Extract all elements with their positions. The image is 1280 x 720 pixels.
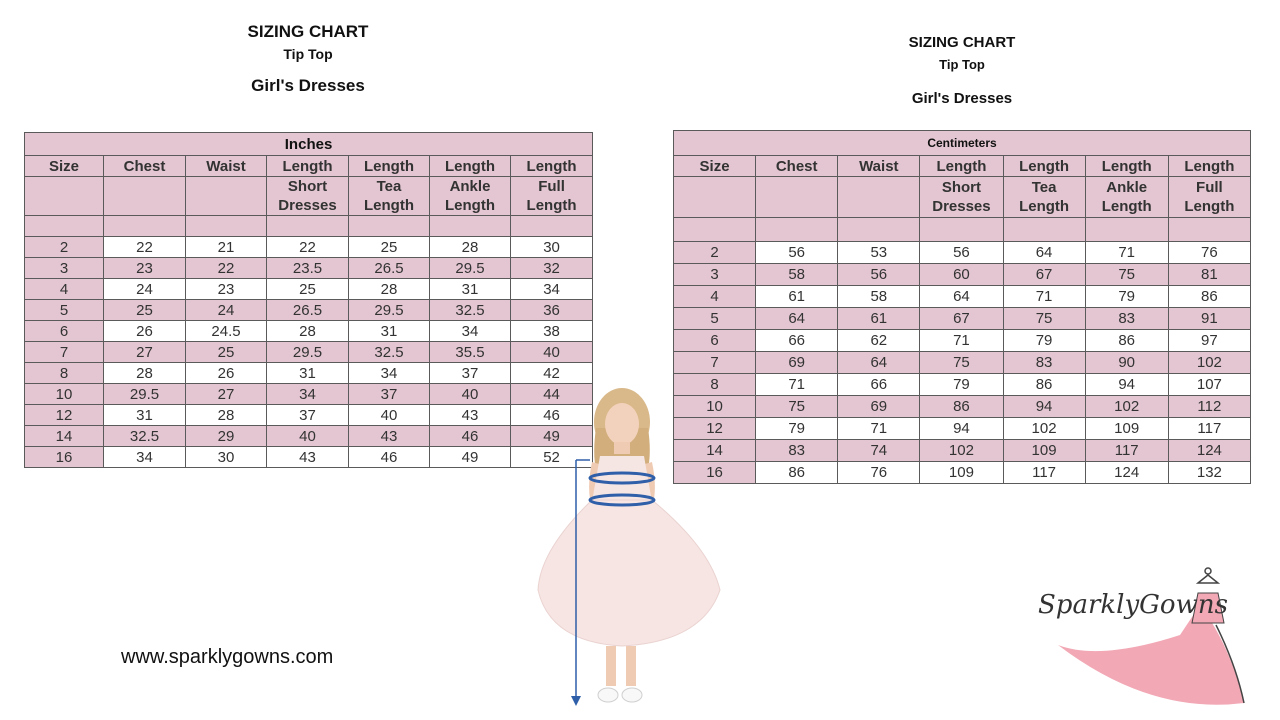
measurement-cell: 97	[1168, 330, 1250, 352]
size-cell: 10	[674, 396, 756, 418]
measurement-cell: 32.5	[104, 426, 186, 447]
spacer-cell	[1085, 218, 1168, 242]
column-header: Length	[430, 156, 511, 177]
measurement-cell: 71	[756, 374, 838, 396]
table-row	[674, 308, 1251, 330]
measurement-cell: 107	[1168, 374, 1250, 396]
left-chart-brand: Tip Top	[283, 46, 333, 62]
table-row	[25, 321, 593, 342]
size-cell: 8	[25, 363, 104, 384]
length-measure-arrow	[571, 696, 581, 706]
table-row	[674, 330, 1251, 352]
column-header: Waist	[186, 156, 267, 177]
column-subheader	[674, 177, 756, 218]
column-subheader	[1003, 177, 1085, 218]
subheader-line: Dresses	[932, 198, 991, 215]
measurement-cell: 86	[756, 462, 838, 484]
measurement-cell: 32.5	[349, 342, 430, 363]
table-row	[674, 242, 1251, 264]
unit-header-row	[674, 131, 1251, 156]
size-cell: 3	[25, 258, 104, 279]
spacer-cell	[1168, 218, 1250, 242]
measurement-cell: 58	[756, 264, 838, 286]
measurement-cell: 76	[1168, 242, 1250, 264]
measurement-cell: 38	[511, 321, 593, 342]
measurement-cell: 75	[1085, 264, 1168, 286]
measurement-cell: 64	[1003, 242, 1085, 264]
measurement-cell: 90	[1085, 352, 1168, 374]
measurement-cell: 67	[1003, 264, 1085, 286]
table-row	[25, 342, 593, 363]
size-cell: 16	[674, 462, 756, 484]
column-header: Length	[349, 156, 430, 177]
subheader-line: Dresses	[278, 197, 337, 214]
column-header: Length	[920, 156, 1003, 177]
measurement-cell: 69	[838, 396, 920, 418]
measurement-cell: 36	[511, 300, 593, 321]
size-cell: 4	[674, 286, 756, 308]
size-cell: 12	[674, 418, 756, 440]
column-header-row	[674, 156, 1251, 177]
subheader-line: Tea	[376, 178, 402, 195]
measurement-cell: 29.5	[104, 384, 186, 405]
website-url: www.sparklygowns.com	[121, 646, 334, 668]
table-row	[25, 363, 593, 384]
model-face	[605, 403, 639, 445]
column-subheader	[511, 177, 593, 216]
measurement-cell: 71	[1085, 242, 1168, 264]
table-row	[674, 440, 1251, 462]
column-header: Length	[267, 156, 349, 177]
size-cell: 16	[25, 447, 104, 468]
column-subheader-row	[25, 177, 593, 216]
table-row	[674, 418, 1251, 440]
measurement-cell: 86	[1085, 330, 1168, 352]
measurement-cell: 31	[104, 405, 186, 426]
subheader-line: Ankle	[449, 178, 491, 195]
spacer-cell	[25, 216, 104, 237]
measurement-cell: 79	[1085, 286, 1168, 308]
column-header: Waist	[838, 156, 920, 177]
size-cell: 2	[674, 242, 756, 264]
measurement-cell: 109	[920, 462, 1003, 484]
subheader-line: Length	[445, 197, 495, 214]
column-subheader	[186, 177, 267, 216]
measurement-cell: 26	[104, 321, 186, 342]
column-header: Chest	[104, 156, 186, 177]
measurement-cell: 24	[104, 279, 186, 300]
measurement-cell: 71	[838, 418, 920, 440]
measurement-cell: 26.5	[267, 300, 349, 321]
column-subheader	[349, 177, 430, 216]
measurement-cell: 34	[267, 384, 349, 405]
measurement-cell: 40	[349, 405, 430, 426]
column-subheader	[838, 177, 920, 218]
unit-label: Centimeters	[674, 131, 1251, 156]
measurement-cell: 102	[1003, 418, 1085, 440]
column-header: Chest	[756, 156, 838, 177]
size-cell: 10	[25, 384, 104, 405]
measurement-cell: 23	[186, 279, 267, 300]
left-chart-category: Girl's Dresses	[251, 76, 365, 95]
measurement-cell: 29.5	[430, 258, 511, 279]
measurement-cell: 40	[430, 384, 511, 405]
measurement-cell: 25	[186, 342, 267, 363]
spacer-cell	[920, 218, 1003, 242]
measurement-cell: 28	[186, 405, 267, 426]
measurement-cell: 28	[430, 237, 511, 258]
centimeters-size-table	[673, 130, 1251, 484]
measurement-cell: 60	[920, 264, 1003, 286]
measurement-cell: 28	[349, 279, 430, 300]
right-chart-brand: Tip Top	[939, 57, 985, 72]
subheader-line: Length	[1184, 198, 1235, 215]
column-subheader	[25, 177, 104, 216]
column-subheader	[104, 177, 186, 216]
right-chart-header	[862, 34, 1062, 107]
table-row	[25, 447, 593, 468]
spacer-row	[674, 218, 1251, 242]
measurement-cell: 86	[1003, 374, 1085, 396]
spacer-cell	[511, 216, 593, 237]
subheader-line: Length	[1101, 198, 1152, 215]
measurement-cell: 66	[838, 374, 920, 396]
measurement-cell: 35.5	[430, 342, 511, 363]
table-row	[674, 374, 1251, 396]
logo-wordmark: SparklyGowns	[1038, 590, 1228, 620]
measurement-cell: 31	[267, 363, 349, 384]
subheader-line: Tea	[1031, 179, 1057, 196]
measurement-cell: 75	[920, 352, 1003, 374]
measurement-cell: 29	[186, 426, 267, 447]
hanger-icon	[1198, 575, 1218, 583]
measurement-cell: 64	[756, 308, 838, 330]
spacer-cell	[1003, 218, 1085, 242]
measurement-cell: 40	[267, 426, 349, 447]
spacer-cell	[838, 218, 920, 242]
measurement-cell: 27	[104, 342, 186, 363]
column-header: Length	[1003, 156, 1085, 177]
measurement-cell: 109	[1003, 440, 1085, 462]
measurement-cell: 94	[920, 418, 1003, 440]
measurement-cell: 23.5	[267, 258, 349, 279]
table-row	[674, 352, 1251, 374]
measurement-cell: 64	[838, 352, 920, 374]
column-header-row	[25, 156, 593, 177]
spacer-cell	[104, 216, 186, 237]
measurement-cell: 31	[430, 279, 511, 300]
column-header: Size	[674, 156, 756, 177]
measurement-cell: 58	[838, 286, 920, 308]
measurement-cell: 83	[1003, 352, 1085, 374]
column-subheader	[756, 177, 838, 218]
measurement-cell: 117	[1085, 440, 1168, 462]
measurement-cell: 49	[511, 426, 593, 447]
size-cell: 5	[25, 300, 104, 321]
measurement-cell: 52	[511, 447, 593, 468]
measurement-cell: 26.5	[349, 258, 430, 279]
measurement-cell: 74	[838, 440, 920, 462]
measurement-cell: 67	[920, 308, 1003, 330]
measurement-cell: 29.5	[267, 342, 349, 363]
measurement-cell: 109	[1085, 418, 1168, 440]
measurement-cell: 42	[511, 363, 593, 384]
measurement-cell: 79	[920, 374, 1003, 396]
measurement-cell: 86	[920, 396, 1003, 418]
unit-label: Inches	[25, 133, 593, 156]
right-chart-category: Girl's Dresses	[911, 90, 1013, 107]
measurement-cell: 69	[756, 352, 838, 374]
column-subheader	[920, 177, 1003, 218]
size-cell: 6	[674, 330, 756, 352]
measurement-cell: 34	[104, 447, 186, 468]
measurement-cell: 56	[838, 264, 920, 286]
table-row	[25, 237, 593, 258]
left-chart-header	[208, 22, 408, 96]
table-row	[674, 264, 1251, 286]
spacer-cell	[756, 218, 838, 242]
subheader-line: Short	[941, 179, 982, 196]
size-cell: 8	[674, 374, 756, 396]
measurement-cell: 25	[104, 300, 186, 321]
table-row	[25, 405, 593, 426]
measurement-cell: 66	[756, 330, 838, 352]
measurement-cell: 43	[349, 426, 430, 447]
model-legs	[606, 646, 616, 686]
size-cell: 12	[25, 405, 104, 426]
measurement-cell: 86	[1168, 286, 1250, 308]
measurement-cell: 40	[511, 342, 593, 363]
measurement-cell: 91	[1168, 308, 1250, 330]
measurement-cell: 25	[267, 279, 349, 300]
measurement-cell: 124	[1085, 462, 1168, 484]
measurement-cell: 62	[838, 330, 920, 352]
subheader-line: Ankle	[1106, 179, 1148, 196]
measurement-cell: 102	[1168, 352, 1250, 374]
measurement-cell: 44	[511, 384, 593, 405]
table-row	[25, 258, 593, 279]
column-header: Length	[511, 156, 593, 177]
measurement-cell: 83	[756, 440, 838, 462]
subheader-line: Length	[1019, 198, 1070, 215]
measurement-cell: 46	[511, 405, 593, 426]
measurement-cell: 25	[349, 237, 430, 258]
table-row	[674, 396, 1251, 418]
measurement-cell: 29.5	[349, 300, 430, 321]
measurement-cell: 75	[756, 396, 838, 418]
measurement-cell: 22	[186, 258, 267, 279]
measurement-cell: 132	[1168, 462, 1250, 484]
column-header: Size	[25, 156, 104, 177]
measurement-cell: 30	[511, 237, 593, 258]
measurement-cell: 94	[1003, 396, 1085, 418]
measurement-cell: 76	[838, 462, 920, 484]
spacer-cell	[674, 218, 756, 242]
measurement-cell: 46	[349, 447, 430, 468]
measurement-cell: 71	[920, 330, 1003, 352]
measurement-cell: 49	[430, 447, 511, 468]
right-chart-title: SIZING CHART	[908, 34, 1016, 51]
spacer-cell	[186, 216, 267, 237]
column-subheader	[267, 177, 349, 216]
measurement-cell: 79	[1003, 330, 1085, 352]
spacer-cell	[267, 216, 349, 237]
model-shoes	[598, 688, 618, 702]
size-cell: 5	[674, 308, 756, 330]
measurement-cell: 83	[1085, 308, 1168, 330]
measurement-cell: 37	[430, 363, 511, 384]
subheader-line: Length	[364, 197, 414, 214]
measurement-cell: 64	[920, 286, 1003, 308]
subheader-line: Full	[1196, 179, 1223, 196]
size-cell: 7	[674, 352, 756, 374]
column-subheader-row	[674, 177, 1251, 218]
measurement-cell: 81	[1168, 264, 1250, 286]
measurement-cell: 61	[756, 286, 838, 308]
unit-header-row	[25, 133, 593, 156]
measurement-cell: 112	[1168, 396, 1250, 418]
measurement-cell: 117	[1003, 462, 1085, 484]
measurement-cell: 117	[1168, 418, 1250, 440]
measurement-cell: 28	[104, 363, 186, 384]
measurement-cell: 53	[838, 242, 920, 264]
measurement-cell: 34	[349, 363, 430, 384]
measurement-cell: 24	[186, 300, 267, 321]
column-subheader	[430, 177, 511, 216]
table-row	[674, 286, 1251, 308]
measurement-cell: 22	[267, 237, 349, 258]
column-header: Length	[1085, 156, 1168, 177]
measurement-cell: 28	[267, 321, 349, 342]
girl-model-photo	[520, 380, 750, 720]
measurement-cell: 43	[430, 405, 511, 426]
measurement-cell: 102	[920, 440, 1003, 462]
spacer-cell	[349, 216, 430, 237]
measurement-cell: 31	[349, 321, 430, 342]
size-cell: 6	[25, 321, 104, 342]
size-cell: 4	[25, 279, 104, 300]
measurement-cell: 24.5	[186, 321, 267, 342]
table-row	[25, 426, 593, 447]
size-cell: 3	[674, 264, 756, 286]
table-row	[25, 300, 593, 321]
sparklygowns-logo	[1030, 565, 1270, 715]
table-row	[25, 279, 593, 300]
table-row	[674, 462, 1251, 484]
measurement-cell: 124	[1168, 440, 1250, 462]
column-header: Length	[1168, 156, 1250, 177]
measurement-cell: 32.5	[430, 300, 511, 321]
measurement-cell: 22	[104, 237, 186, 258]
measurement-cell: 23	[104, 258, 186, 279]
measurement-cell: 43	[267, 447, 349, 468]
spacer-cell	[430, 216, 511, 237]
measurement-cell: 32	[511, 258, 593, 279]
table-row	[25, 384, 593, 405]
size-cell: 7	[25, 342, 104, 363]
size-cell: 2	[25, 237, 104, 258]
column-subheader	[1085, 177, 1168, 218]
column-subheader	[1168, 177, 1250, 218]
measurement-cell: 71	[1003, 286, 1085, 308]
measurement-cell: 56	[920, 242, 1003, 264]
spacer-row	[25, 216, 593, 237]
subheader-line: Short	[287, 178, 328, 195]
measurement-cell: 21	[186, 237, 267, 258]
measurement-cell: 102	[1085, 396, 1168, 418]
dress-skirt	[538, 500, 720, 646]
measurement-cell: 37	[267, 405, 349, 426]
measurement-cell: 34	[511, 279, 593, 300]
inches-size-table	[24, 132, 593, 468]
measurement-cell: 27	[186, 384, 267, 405]
measurement-cell: 79	[756, 418, 838, 440]
subheader-line: Length	[526, 197, 577, 214]
measurement-cell: 94	[1085, 374, 1168, 396]
measurement-cell: 46	[430, 426, 511, 447]
measurement-cell: 37	[349, 384, 430, 405]
measurement-cell: 61	[838, 308, 920, 330]
measurement-cell: 26	[186, 363, 267, 384]
measurement-cell: 56	[756, 242, 838, 264]
measurement-cell: 34	[430, 321, 511, 342]
size-cell: 14	[25, 426, 104, 447]
left-chart-title: SIZING CHART	[247, 22, 369, 41]
measurement-cell: 75	[1003, 308, 1085, 330]
measurement-cell: 30	[186, 447, 267, 468]
subheader-line: Full	[538, 178, 565, 195]
size-cell: 14	[674, 440, 756, 462]
